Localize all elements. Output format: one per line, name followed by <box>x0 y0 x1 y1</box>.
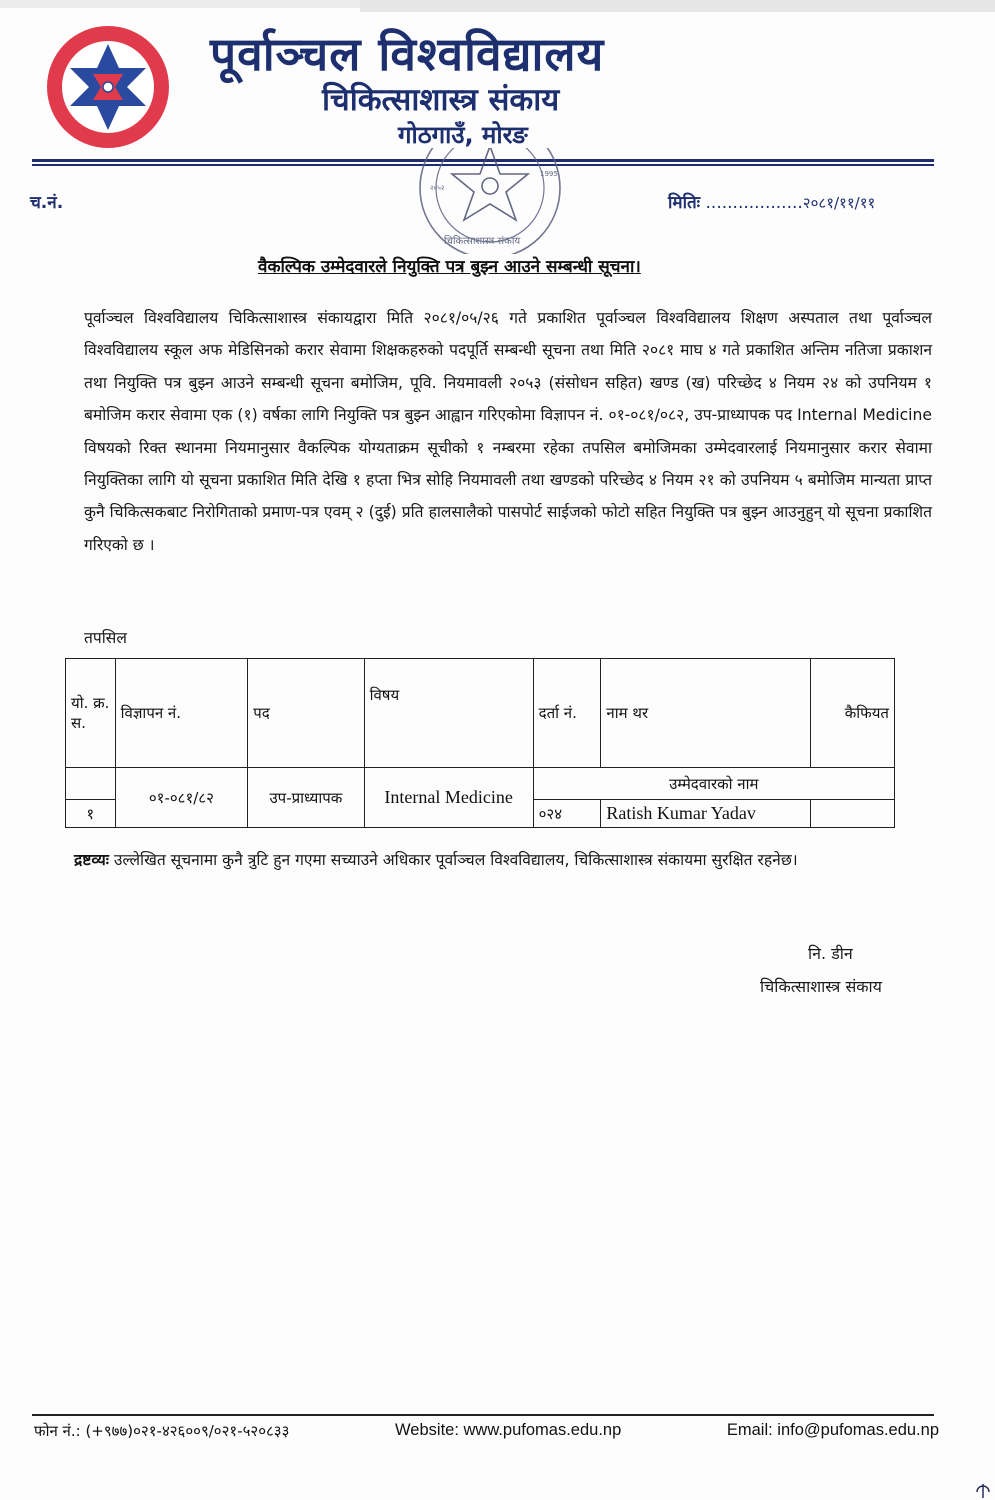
note <box>74 844 932 877</box>
footer <box>34 1421 939 1441</box>
cell-name: Ratish Kumar Yadav <box>601 800 811 828</box>
details-label: तपसिल <box>84 629 127 647</box>
header-subject: विषय <box>364 659 533 768</box>
stamp-year-right: 1995 <box>540 170 558 178</box>
footer-rule <box>32 1414 934 1416</box>
header-advert-no: विज्ञापन नं. <box>115 659 248 768</box>
footer-phone: फोन नं.: (+९७७)०२१-४२६००९/०२१-५२०८३३ <box>34 1422 290 1440</box>
header-remarks: कैफियत <box>810 659 894 768</box>
corner-mark-icon <box>975 1482 991 1498</box>
date-dots: .................. <box>705 193 803 213</box>
table-header-row <box>66 659 895 768</box>
stamp-text: चिकित्साशास्त्र संकाय <box>444 236 521 247</box>
cell-reg-no: ०२४ <box>533 800 601 828</box>
cell-advert-no: ०१-०८१/८२ <box>115 768 248 828</box>
signatory-office: चिकित्साशास्त्र संकाय <box>760 977 882 996</box>
date-value: २०८१/११/११ <box>802 194 876 212</box>
note-text: उल्लेखित सूचनामा कुनै त्रुटि हुन गएमा सच्याउने अधिकार पूर्वाञ्चल विश्वविद्यालय, चिकित्साशास्त्र संकायमा सुरक्षित रहनेछ। <box>113 851 798 869</box>
university-logo <box>45 24 171 150</box>
date-label: मितिः <box>668 193 701 213</box>
signatory-title: नि. डीन <box>808 944 853 963</box>
cell-serial-top <box>66 768 116 800</box>
university-name: पूर्वाञ्चल विश्वविद्यालय <box>210 27 605 81</box>
faculty-name: चिकित्साशास्त्र संकाय <box>322 82 560 118</box>
header-post: पद <box>248 659 364 768</box>
notice-body: पूर्वाञ्चल विश्वविद्यालय चिकित्साशास्त्र संकायद्वारा मिति २०८१/०५/२६ गते प्रकाशित पूर्वाञ्चल विश्वविद्यालय शिक्षण अस्पताल तथा पूर्वाञ्चल विश्वविद्यालय स्कूल अफ मेडिसिनको करार सेवामा शिक्षकहरुको पदपूर्ति सम्बन्धी सूचना तथा मिति २०८१ माघ ४ गते प्रकाशित अन्तिम नतिजा प्रकाशन तथा नियुक्ति पत्र बुझ्न आउने सम्बन्धी सूचना बमोजिम, पूवि. नियमावली २०५३ (संसोधन सहित) खण्ड (ख) परिच्छेद ४ नियम २४ को उपनियम १ बमोजिम करार सेवामा एक (१) वर्षका लागि नियुक्ति पत्र बुझ्न आह्वान गरिएकोमा विज्ञापन नं. ०१-०८१/०८२, उप-प्राध्यापक पद Internal Medicine विषयको रिक्त स्थानमा नियमानुसार वैकल्पिक योग्यताक्रम सूचीको १ नम्बरमा रहेका तपसिल बमोजिमका उम्मेदवारलाई नियमानुसार करार सेवामा नियुक्तिका लागि यो सूचना प्रकाशित मिति देखि १ हप्ता भित्र सोहि नियमावली तथा खण्डको परिच्छेद ४ नियम २१ को उपनियम ५ बमोजिम मान्यता प्राप्त कुनै चिकित्सकबाट निरोगिताको प्रमाण-पत्र एवम् २ (दुई) प्रति हालसालैको पासपोर्ट साईजको फोटो सहित नियुक्ति पत्र बुझ्न आउनुहुन् यो सूचना प्रकाशित गरिएको छ । <box>84 309 932 554</box>
footer-website[interactable]: Website: www.pufomas.edu.np <box>395 1421 622 1439</box>
cell-subject: Internal Medicine <box>364 768 533 828</box>
stamp-year-left: २०५२ <box>430 184 445 192</box>
cell-post: उप-प्राध्यापक <box>248 768 364 828</box>
date-field <box>668 190 875 213</box>
candidate-table <box>65 658 895 828</box>
cell-candidate-heading: उम्मेदवारको नाम <box>533 768 894 800</box>
header-serial: यो. क्र. स. <box>66 659 116 768</box>
location: गोठगाउँ, मोरङ <box>398 121 528 149</box>
reference-number-label: च.नं. <box>30 193 64 213</box>
faculty-stamp <box>416 148 564 254</box>
note-label: द्रष्टव्यः <box>74 851 109 869</box>
paper-edge-shadow <box>360 0 995 12</box>
table-row <box>66 768 895 800</box>
stamp-star <box>452 148 528 220</box>
stamp-emblem <box>482 178 498 194</box>
header-reg-no: दर्ता नं. <box>533 659 601 768</box>
cell-remarks <box>810 800 894 828</box>
logo-emblem <box>103 82 113 92</box>
header-name: नाम थर <box>601 659 811 768</box>
footer-email[interactable]: Email: info@pufomas.edu.np <box>726 1421 939 1439</box>
cell-serial: १ <box>66 800 116 828</box>
notice-heading: वैकल्पिक उम्मेदवारले नियुक्ति पत्र बुझ्न आउने सम्बन्धी सूचना। <box>258 257 641 277</box>
